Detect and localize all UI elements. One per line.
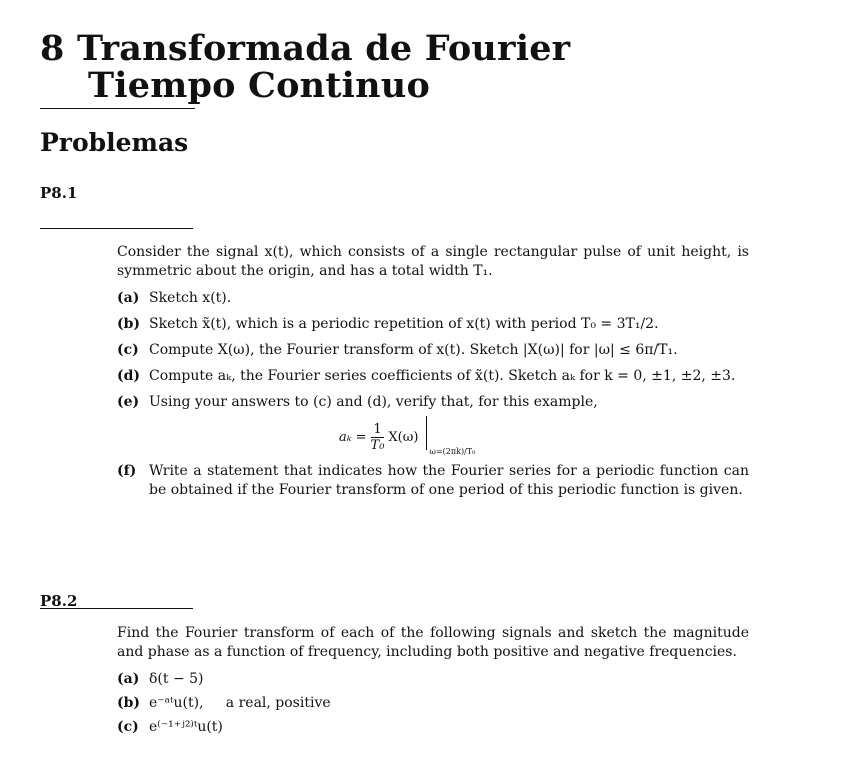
part-text: δ(t − 5) bbox=[149, 671, 204, 687]
part-tag: (b) bbox=[117, 695, 141, 711]
problem-body-p8-2 bbox=[117, 624, 749, 737]
part-item bbox=[117, 670, 749, 689]
problem-intro: Find the Fourier transform of each of the following signals and sketch the magnitude and phase as a function of frequency, including both positive and negative frequencies. bbox=[117, 625, 749, 660]
problem-label-p8-1: P8.1 bbox=[40, 184, 78, 202]
part-item bbox=[117, 315, 749, 334]
part-tag: (e) bbox=[117, 394, 140, 410]
problem-rule-p8-1 bbox=[40, 228, 193, 229]
part-tag: (a) bbox=[117, 671, 140, 687]
part-item bbox=[117, 462, 749, 500]
chapter-title bbox=[40, 30, 570, 104]
part-item bbox=[117, 393, 749, 412]
part-item bbox=[117, 341, 749, 360]
part-text: Sketch x(t). bbox=[149, 290, 232, 306]
formula-fraction bbox=[371, 422, 385, 453]
formula-evaluation: ω=(2πk)/T₀ bbox=[429, 446, 476, 456]
part-text: e⁻ᵃᵗu(t), a real, positive bbox=[149, 695, 331, 711]
part-tag: (b) bbox=[117, 316, 141, 332]
part-tag: (c) bbox=[117, 719, 139, 735]
part-text: Write a statement that indicates how the Fourier series for a periodic function can be obtained if the Fourier transform of one period of this periodic function is given. bbox=[149, 463, 749, 498]
formula-denominator: T₀ bbox=[370, 437, 385, 453]
part-text: Compute aₖ, the Fourier series coefficients of x̃(t). Sketch aₖ for k = 0, ±1, ±2, ±3. bbox=[149, 368, 736, 384]
formula-function: X(ω) bbox=[388, 429, 419, 445]
problem-body-p8-1 bbox=[117, 243, 749, 500]
problem-intro: Consider the signal x(t), which consists of a single rectangular pulse of unit height, is symmetric about the origin, and has a total width T₁. bbox=[117, 244, 749, 279]
parts-list bbox=[117, 670, 749, 737]
part-text: Using your answers to (c) and (d), verify that, for this example, bbox=[149, 394, 598, 410]
chapter-title-line1: Transformada de Fourier bbox=[76, 28, 571, 69]
parts-list bbox=[117, 289, 749, 412]
part-item bbox=[117, 694, 749, 713]
part-text: e⁽⁻¹⁺ʲ²⁾ᵗu(t) bbox=[149, 719, 223, 735]
formula bbox=[339, 412, 749, 462]
formula-lhs: aₖ = bbox=[339, 429, 367, 445]
chapter-title-line2: Tiempo Continuo bbox=[88, 65, 430, 106]
problem-rule-p8-2 bbox=[40, 608, 193, 609]
part-tag: (d) bbox=[117, 368, 141, 384]
part-tag: (f) bbox=[117, 463, 137, 479]
parts-list bbox=[117, 462, 749, 500]
part-item bbox=[117, 718, 749, 737]
part-tag: (c) bbox=[117, 342, 139, 358]
part-text: Compute X(ω), the Fourier transform of x(t). Sketch |X(ω)| for |ω| ≤ 6π/T₁. bbox=[149, 342, 678, 358]
section-heading: Problemas bbox=[40, 128, 189, 157]
formula-numerator: 1 bbox=[373, 421, 382, 437]
part-item bbox=[117, 289, 749, 308]
part-text: Sketch x̃(t), which is a periodic repetition of x(t) with period T₀ = 3T₁/2. bbox=[149, 316, 659, 332]
part-item bbox=[117, 367, 749, 386]
title-rule bbox=[40, 108, 195, 109]
evaluation-bar bbox=[426, 416, 427, 450]
part-tag: (a) bbox=[117, 290, 140, 306]
problem-label-p8-2: P8.2 bbox=[40, 592, 78, 610]
chapter-number: 8 bbox=[40, 28, 65, 69]
